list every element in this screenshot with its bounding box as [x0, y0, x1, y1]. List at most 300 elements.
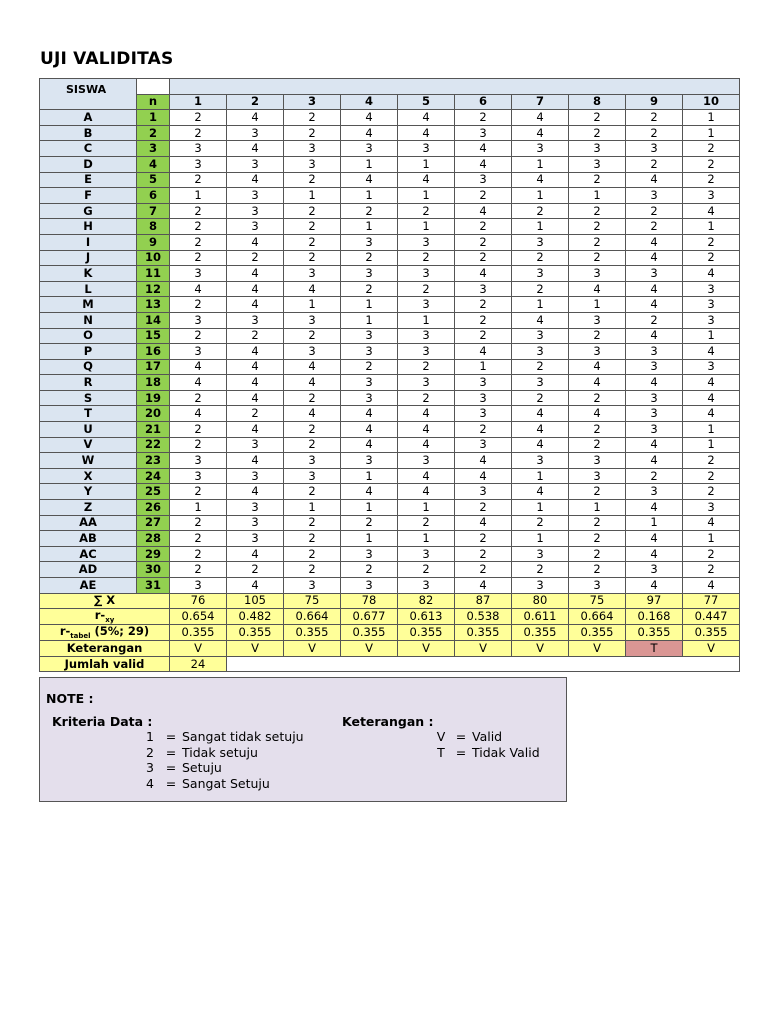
score-cell: 3: [227, 515, 284, 531]
table-row: [40, 453, 740, 469]
score-cell: 4: [284, 406, 341, 422]
score-cell: 2: [455, 328, 512, 344]
sum-cell: 97: [626, 593, 683, 609]
score-cell: 4: [626, 453, 683, 469]
keterangan-text: Valid: [472, 729, 503, 744]
score-cell: 4: [512, 125, 569, 141]
score-cell: 3: [512, 141, 569, 157]
score-cell: 4: [455, 203, 512, 219]
table-row: [40, 531, 740, 547]
table-row: [40, 141, 740, 157]
score-cell: 3: [341, 546, 398, 562]
score-cell: 1: [512, 156, 569, 172]
score-cell: 4: [626, 546, 683, 562]
table-row: [40, 515, 740, 531]
sum-cell: 76: [170, 593, 227, 609]
score-cell: 1: [284, 297, 341, 313]
score-cell: 3: [626, 562, 683, 578]
student-name: Z: [40, 500, 137, 516]
score-cell: 3: [170, 453, 227, 469]
student-number: 10: [137, 250, 170, 266]
score-cell: 2: [512, 515, 569, 531]
score-cell: 2: [284, 562, 341, 578]
score-cell: 1: [341, 188, 398, 204]
score-cell: 1: [284, 188, 341, 204]
score-cell: 2: [569, 515, 626, 531]
student-number: 15: [137, 328, 170, 344]
score-cell: 3: [512, 266, 569, 282]
rtabel-cell: 0.355: [284, 625, 341, 641]
score-cell: 2: [284, 125, 341, 141]
table-row: [40, 250, 740, 266]
score-cell: 2: [170, 328, 227, 344]
score-cell: 1: [683, 125, 740, 141]
table-row: [40, 312, 740, 328]
score-cell: 3: [170, 141, 227, 157]
score-cell: 4: [512, 172, 569, 188]
rxy-cell: 0.482: [227, 609, 284, 625]
keterangan-cell: V: [398, 641, 455, 657]
score-cell: 4: [227, 110, 284, 126]
score-cell: 3: [398, 344, 455, 360]
keterangan-equals: =: [455, 744, 467, 760]
sum-cell: 105: [227, 593, 284, 609]
score-cell: 4: [512, 110, 569, 126]
score-cell: 2: [284, 484, 341, 500]
score-cell: 2: [284, 110, 341, 126]
student-number: 14: [137, 312, 170, 328]
sum-cell: 87: [455, 593, 512, 609]
keterangan-cell: V: [683, 641, 740, 657]
score-cell: 4: [626, 297, 683, 313]
question-header: 3: [284, 94, 341, 110]
header-row-top: [40, 79, 740, 95]
score-cell: 3: [626, 141, 683, 157]
score-cell: 2: [398, 359, 455, 375]
score-cell: 2: [227, 406, 284, 422]
score-cell: 4: [341, 406, 398, 422]
kriteria-item: [140, 729, 304, 745]
rxy-cell: 0.664: [569, 609, 626, 625]
student-number: 1: [137, 110, 170, 126]
score-cell: 4: [683, 344, 740, 360]
student-name: AE: [40, 578, 137, 594]
score-cell: 4: [455, 468, 512, 484]
score-cell: 2: [683, 172, 740, 188]
score-cell: 1: [683, 328, 740, 344]
score-cell: 2: [683, 234, 740, 250]
validity-table: [39, 78, 740, 672]
score-cell: 2: [683, 546, 740, 562]
rtabel-cell: 0.355: [455, 625, 512, 641]
rxy-cell: 0.677: [341, 609, 398, 625]
score-cell: 2: [512, 203, 569, 219]
score-cell: 2: [569, 172, 626, 188]
score-cell: 1: [455, 359, 512, 375]
score-cell: 2: [683, 562, 740, 578]
rxy-cell: 0.613: [398, 609, 455, 625]
score-cell: 2: [512, 390, 569, 406]
score-cell: 4: [455, 515, 512, 531]
student-name: Q: [40, 359, 137, 375]
score-cell: 4: [626, 250, 683, 266]
score-cell: 4: [284, 359, 341, 375]
score-cell: 3: [170, 156, 227, 172]
score-cell: 1: [398, 188, 455, 204]
score-cell: 4: [341, 484, 398, 500]
student-name: P: [40, 344, 137, 360]
kriteria-code: 4: [146, 775, 154, 791]
student-name: A: [40, 110, 137, 126]
keterangan-cell: V: [227, 641, 284, 657]
kriteria-item: [140, 760, 304, 776]
score-cell: 3: [512, 375, 569, 391]
score-cell: 2: [683, 156, 740, 172]
table-row: [40, 266, 740, 282]
kriteria-equals: =: [165, 775, 177, 791]
student-number: 6: [137, 188, 170, 204]
rxy-label: [40, 609, 170, 625]
table-row: [40, 422, 740, 438]
question-header: 9: [626, 94, 683, 110]
score-cell: 4: [626, 375, 683, 391]
keterangan-text: Tidak Valid: [472, 744, 540, 760]
score-cell: 4: [455, 141, 512, 157]
score-cell: 1: [341, 468, 398, 484]
score-cell: 3: [569, 344, 626, 360]
score-cell: 4: [398, 406, 455, 422]
score-cell: 3: [341, 234, 398, 250]
score-cell: 3: [284, 344, 341, 360]
keterangan-cell: V: [512, 641, 569, 657]
student-name: W: [40, 453, 137, 469]
score-cell: 4: [398, 437, 455, 453]
score-cell: 3: [683, 312, 740, 328]
sum-cell: 82: [398, 593, 455, 609]
score-cell: 3: [398, 453, 455, 469]
rtabel-label-sub: tabel: [70, 632, 91, 641]
student-name: V: [40, 437, 137, 453]
keterangan-code: V: [436, 729, 446, 744]
table-row: [40, 546, 740, 562]
score-cell: 3: [170, 344, 227, 360]
score-cell: 3: [227, 312, 284, 328]
score-cell: 2: [455, 234, 512, 250]
table-row: [40, 328, 740, 344]
student-number: 23: [137, 453, 170, 469]
score-cell: 3: [227, 203, 284, 219]
score-cell: 3: [284, 266, 341, 282]
rtabel-cell: 0.355: [341, 625, 398, 641]
student-name: B: [40, 125, 137, 141]
student-number: 28: [137, 531, 170, 547]
student-name: T: [40, 406, 137, 422]
score-cell: 3: [284, 453, 341, 469]
question-header: 10: [683, 94, 740, 110]
score-cell: 4: [341, 172, 398, 188]
score-cell: 2: [512, 359, 569, 375]
score-cell: 2: [284, 390, 341, 406]
score-cell: 3: [512, 234, 569, 250]
score-cell: 1: [683, 422, 740, 438]
score-cell: 2: [626, 468, 683, 484]
score-cell: 3: [284, 141, 341, 157]
score-cell: 2: [455, 297, 512, 313]
score-cell: 4: [227, 422, 284, 438]
rxy-cell: 0.538: [455, 609, 512, 625]
student-name: S: [40, 390, 137, 406]
rtabel-label-main: r-: [59, 624, 71, 639]
question-header: 1: [170, 94, 227, 110]
score-cell: 3: [398, 546, 455, 562]
table-row: [40, 500, 740, 516]
rtabel-cell: 0.355: [227, 625, 284, 641]
rxy-cell: 0.654: [170, 609, 227, 625]
student-number: 8: [137, 219, 170, 235]
score-cell: 3: [227, 219, 284, 235]
kriteria-text: Setuju: [182, 760, 222, 775]
score-cell: 2: [170, 437, 227, 453]
score-cell: 1: [626, 515, 683, 531]
score-cell: 2: [569, 250, 626, 266]
score-cell: 2: [569, 562, 626, 578]
rtabel-row: [40, 625, 740, 641]
student-name: O: [40, 328, 137, 344]
score-cell: 4: [683, 406, 740, 422]
rtabel-cell: 0.355: [569, 625, 626, 641]
kriteria-equals: =: [165, 760, 177, 775]
score-cell: 1: [512, 468, 569, 484]
table-row: [40, 297, 740, 313]
score-cell: 2: [569, 234, 626, 250]
keterangan-equals: =: [455, 729, 467, 744]
score-cell: 3: [227, 500, 284, 516]
score-cell: 2: [284, 234, 341, 250]
score-cell: 2: [455, 422, 512, 438]
student-name: AC: [40, 546, 137, 562]
rxy-cell: 0.664: [284, 609, 341, 625]
score-cell: 3: [455, 390, 512, 406]
student-name: J: [40, 250, 137, 266]
student-name: K: [40, 266, 137, 282]
score-cell: 4: [341, 110, 398, 126]
score-cell: 3: [455, 125, 512, 141]
keterangan-code: T: [437, 744, 445, 760]
score-cell: 2: [170, 562, 227, 578]
score-cell: 2: [341, 515, 398, 531]
score-cell: 3: [626, 406, 683, 422]
question-header: 2: [227, 94, 284, 110]
score-cell: 2: [170, 422, 227, 438]
score-cell: 1: [569, 297, 626, 313]
student-number: 3: [137, 141, 170, 157]
question-header: 4: [341, 94, 398, 110]
sum-cell: 75: [569, 593, 626, 609]
score-cell: 3: [284, 312, 341, 328]
score-cell: 2: [626, 203, 683, 219]
student-number: 7: [137, 203, 170, 219]
score-cell: 2: [455, 531, 512, 547]
table-row: [40, 578, 740, 594]
score-cell: 4: [455, 453, 512, 469]
score-cell: 3: [170, 266, 227, 282]
score-cell: 4: [455, 578, 512, 594]
student-number: 9: [137, 234, 170, 250]
score-cell: 3: [398, 266, 455, 282]
score-cell: 2: [626, 110, 683, 126]
score-cell: 1: [683, 437, 740, 453]
score-cell: 2: [398, 281, 455, 297]
rtabel-cell: 0.355: [683, 625, 740, 641]
score-cell: 2: [341, 562, 398, 578]
score-cell: 1: [683, 219, 740, 235]
note-box: [39, 677, 567, 802]
score-cell: 3: [455, 406, 512, 422]
score-cell: 2: [284, 219, 341, 235]
score-cell: 1: [512, 188, 569, 204]
rtabel-cell: 0.355: [512, 625, 569, 641]
score-cell: 1: [398, 156, 455, 172]
score-cell: 2: [626, 312, 683, 328]
score-cell: 2: [341, 281, 398, 297]
score-cell: 3: [284, 578, 341, 594]
score-cell: 4: [227, 234, 284, 250]
score-cell: 3: [512, 328, 569, 344]
score-cell: 2: [569, 125, 626, 141]
student-name: R: [40, 375, 137, 391]
score-cell: 3: [455, 437, 512, 453]
sum-cell: 77: [683, 593, 740, 609]
score-cell: 3: [626, 390, 683, 406]
score-cell: 4: [227, 266, 284, 282]
student-number: 25: [137, 484, 170, 500]
student-name: I: [40, 234, 137, 250]
score-cell: 1: [170, 500, 227, 516]
kriteria-title: Kriteria Data :: [52, 714, 153, 729]
student-number: 24: [137, 468, 170, 484]
student-name: Y: [40, 484, 137, 500]
score-cell: 2: [341, 359, 398, 375]
score-cell: 2: [170, 297, 227, 313]
keterangan-cell: T: [626, 641, 683, 657]
score-cell: 2: [455, 562, 512, 578]
jumlah-label: Jumlah valid: [40, 656, 170, 672]
question-header: 7: [512, 94, 569, 110]
student-number: 30: [137, 562, 170, 578]
score-cell: 4: [455, 156, 512, 172]
score-cell: 1: [512, 219, 569, 235]
score-cell: 4: [227, 546, 284, 562]
rtabel-cell: 0.355: [170, 625, 227, 641]
score-cell: 3: [569, 453, 626, 469]
score-cell: 3: [227, 188, 284, 204]
score-cell: 4: [683, 515, 740, 531]
rtabel-cell: 0.355: [398, 625, 455, 641]
score-cell: 3: [569, 156, 626, 172]
score-cell: 3: [683, 359, 740, 375]
score-cell: 2: [683, 484, 740, 500]
score-cell: 2: [569, 110, 626, 126]
score-cell: 2: [455, 546, 512, 562]
student-number: 2: [137, 125, 170, 141]
student-number: 22: [137, 437, 170, 453]
score-cell: 1: [341, 312, 398, 328]
score-cell: 3: [626, 266, 683, 282]
student-name: E: [40, 172, 137, 188]
keterangan-label: Keterangan: [40, 641, 170, 657]
score-cell: 2: [398, 203, 455, 219]
score-cell: 3: [398, 141, 455, 157]
student-name: U: [40, 422, 137, 438]
score-cell: 4: [512, 422, 569, 438]
table-row: [40, 125, 740, 141]
score-cell: 3: [398, 297, 455, 313]
table-row: [40, 359, 740, 375]
table-row: [40, 562, 740, 578]
table-row: [40, 375, 740, 391]
score-cell: 2: [170, 234, 227, 250]
jumlah-spacer: [227, 656, 740, 672]
score-cell: 4: [512, 437, 569, 453]
table-row: [40, 390, 740, 406]
rtabel-label-rest: (5%; 29): [90, 624, 150, 639]
student-name: H: [40, 219, 137, 235]
score-cell: 3: [227, 531, 284, 547]
score-cell: 2: [626, 219, 683, 235]
score-cell: 4: [341, 422, 398, 438]
score-cell: 2: [569, 328, 626, 344]
jumlah-value: 24: [170, 656, 227, 672]
score-cell: 4: [512, 406, 569, 422]
table-row: [40, 110, 740, 126]
score-cell: 4: [398, 422, 455, 438]
score-cell: 4: [626, 172, 683, 188]
score-cell: 4: [569, 359, 626, 375]
score-cell: 3: [341, 390, 398, 406]
score-cell: 2: [626, 125, 683, 141]
student-name: N: [40, 312, 137, 328]
keterangan-cell: V: [569, 641, 626, 657]
score-cell: 4: [227, 390, 284, 406]
score-cell: 2: [170, 110, 227, 126]
score-cell: 2: [170, 250, 227, 266]
question-header: 8: [569, 94, 626, 110]
table-row: [40, 468, 740, 484]
score-cell: 3: [455, 375, 512, 391]
score-cell: 2: [455, 219, 512, 235]
header-row-questions: [40, 94, 740, 110]
table-row: [40, 344, 740, 360]
score-cell: 3: [512, 453, 569, 469]
score-cell: 4: [227, 578, 284, 594]
sum-cell: 80: [512, 593, 569, 609]
score-cell: 1: [341, 531, 398, 547]
sum-label: ∑ X: [40, 593, 170, 609]
score-cell: 3: [227, 468, 284, 484]
score-cell: 2: [683, 250, 740, 266]
keterangan-cell: V: [284, 641, 341, 657]
score-cell: 2: [683, 141, 740, 157]
student-number: 27: [137, 515, 170, 531]
score-cell: 2: [398, 250, 455, 266]
student-name: L: [40, 281, 137, 297]
score-cell: 4: [683, 390, 740, 406]
score-cell: 3: [569, 578, 626, 594]
score-cell: 4: [626, 531, 683, 547]
score-cell: 2: [569, 437, 626, 453]
score-cell: 4: [455, 266, 512, 282]
score-cell: 4: [683, 375, 740, 391]
